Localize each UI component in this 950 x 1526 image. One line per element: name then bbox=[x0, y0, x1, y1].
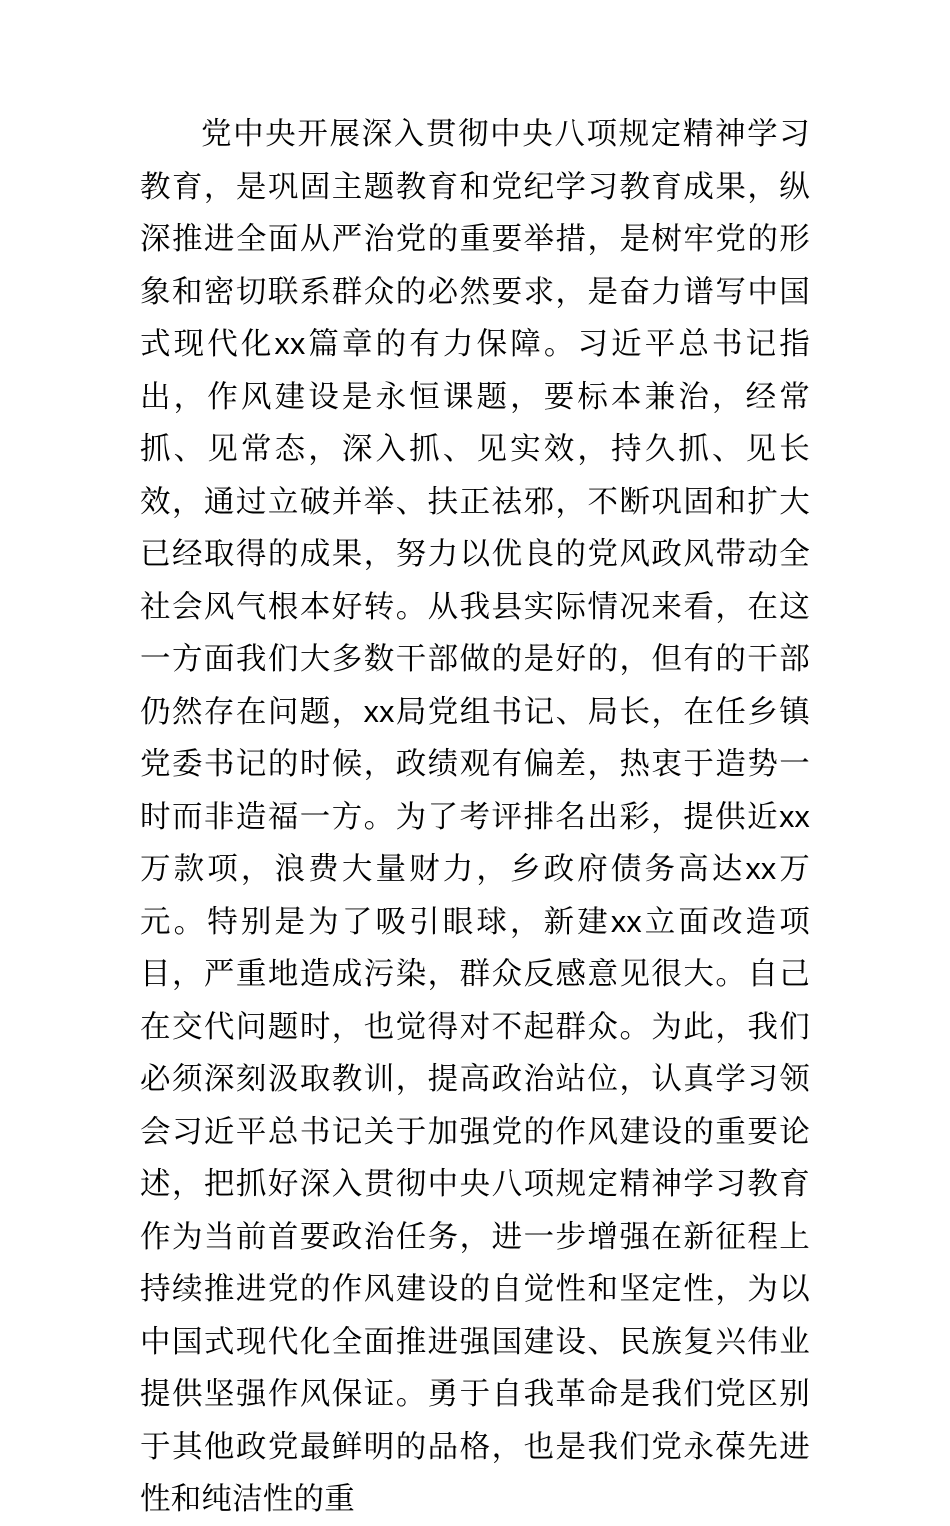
document-body bbox=[140, 108, 810, 1526]
body-paragraph: 党中央开展深入贯彻中央八项规定精神学习教育，是巩固主题教育和党纪学习教育成果，纵深推进全面从严治党的重要举措，是树牢党的形象和密切联系群众的必然要求，是奋力谱写中国式现代化xx篇章的有力保障。习近平总书记指出，作风建设是永恒课题，要标本兼治，经常抓、见常态，深入抓、见实效，持久抓、见长效，通过立破并举、扶正祛邪，不断巩固和扩大已经取得的成果，努力以优良的党风政风带动全社会风气根本好转。从我县实际情况来看，在这一方面我们大多数干部做的是好的，但有的干部仍然存在问题，xx局党组书记、局长，在任乡镇党委书记的时候，政绩观有偏差，热衷于造势一时而非造福一方。为了考评排名出彩，提供近xx万款项，浪费大量财力，乡政府债务高达xx万元。特别是为了吸引眼球，新建xx立面改造项目，严重地造成污染，群众反感意见很大。自己在交代问题时，也觉得对不起群众。为此，我们必须深刻汲取教训，提高政治站位，认真学习领会习近平总书记关于加强党的作风建设的重要论述，把抓好深入贯彻中央八项规定精神学习教育作为当前首要政治任务，进一步增强在新征程上持续推进党的作风建设的自觉性和坚定性，为以中国式现代化全面推进强国建设、民族复兴伟业提供坚强作风保证。勇于自我革命是我们党区别于其他政党最鲜明的品格，也是我们党永葆先进性和纯洁性的重 bbox=[140, 117, 810, 1516]
